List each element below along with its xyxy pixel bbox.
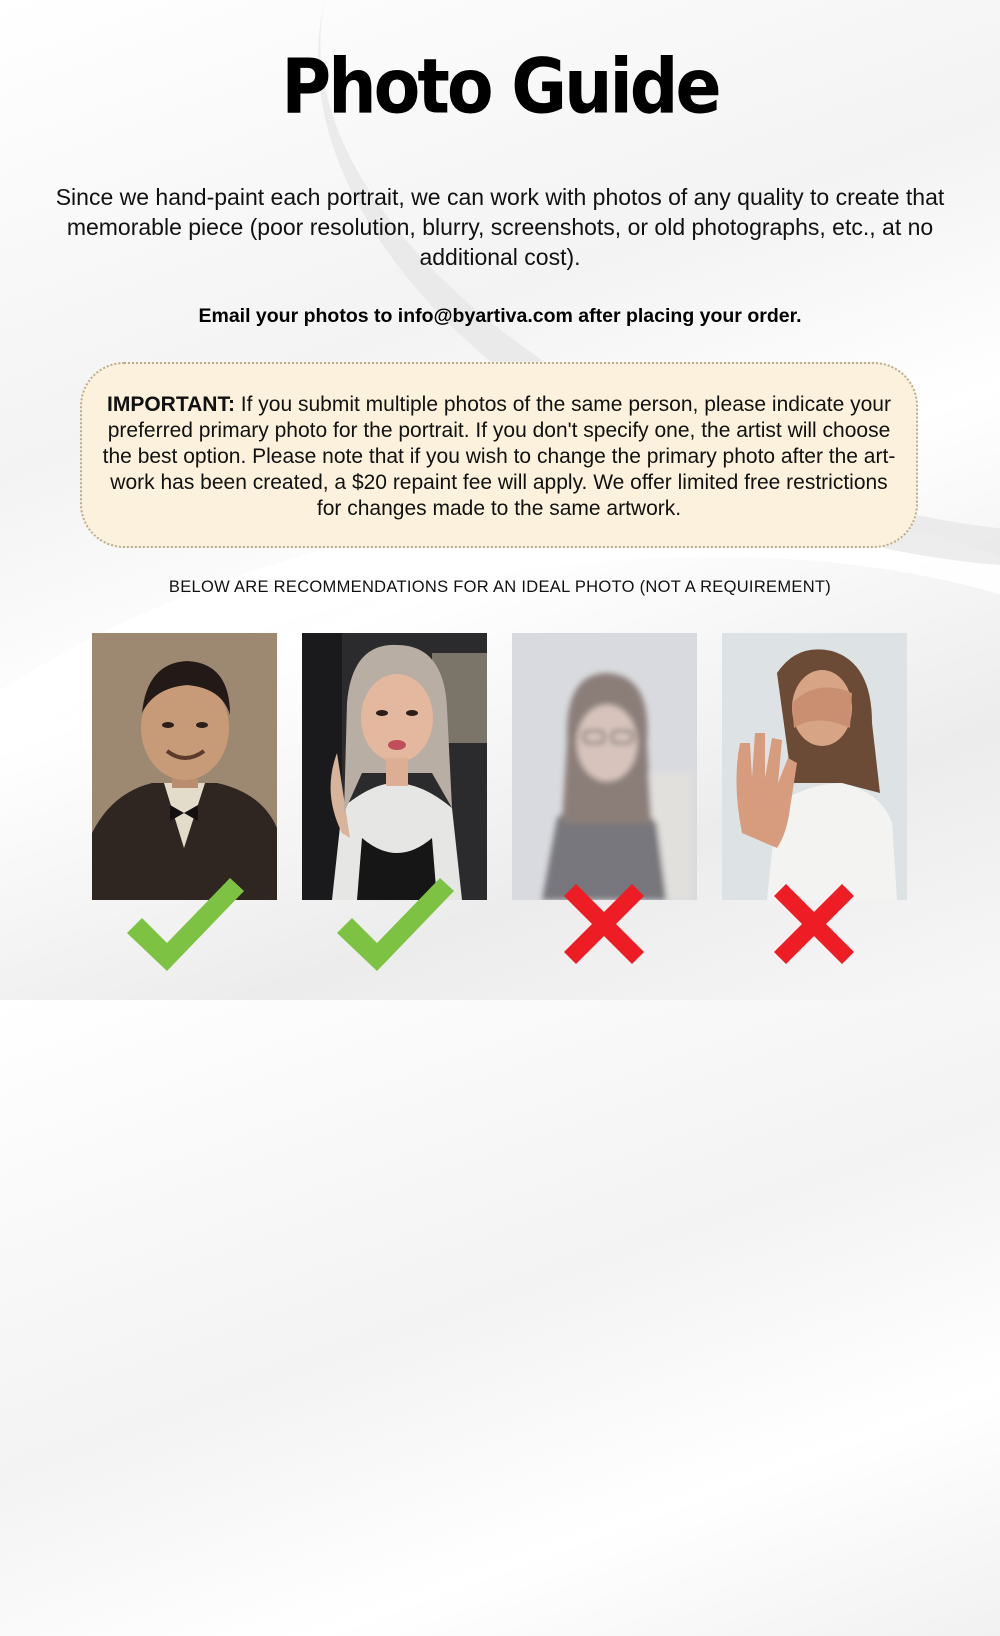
intro-paragraph: Since we hand-paint each portrait, we can work with photos of any quality to create that memorable piece (poor resolution, blurry, screenshots, or old photographs, etc., at no additional cost). (55, 184, 945, 270)
check-icon (332, 873, 457, 973)
background-swoosh (0, 364, 1000, 1636)
cross-icon (556, 876, 652, 972)
photo-old-portrait (92, 633, 277, 900)
recommendations-heading: BELOW ARE RECOMMENDATIONS FOR AN IDEAL PHOTO (NOT A REQUIREMENT) (168, 578, 832, 596)
photo-selfie (302, 633, 487, 900)
page-title: Photo Guide (281, 43, 719, 132)
cross-icon (766, 876, 862, 972)
photo-covered-face (722, 633, 907, 900)
important-label: IMPORTANT: (107, 393, 235, 416)
email-instruction: Email your photos to info@byartiva.com after placing your order. (198, 305, 802, 327)
important-notice (80, 362, 918, 548)
check-icon (122, 873, 247, 973)
important-text: If you submit multiple photos of the same person, please indicate your preferred primary photo for the portrait. If you don't specify one, the artist will choose the best option. Please note that if you wish to change the primary photo after the art-work has been created, a $20 repaint fee will apply. We offer limited free restrictions for changes made to the same artwork. (102, 393, 896, 520)
photo-blurry (512, 633, 697, 900)
